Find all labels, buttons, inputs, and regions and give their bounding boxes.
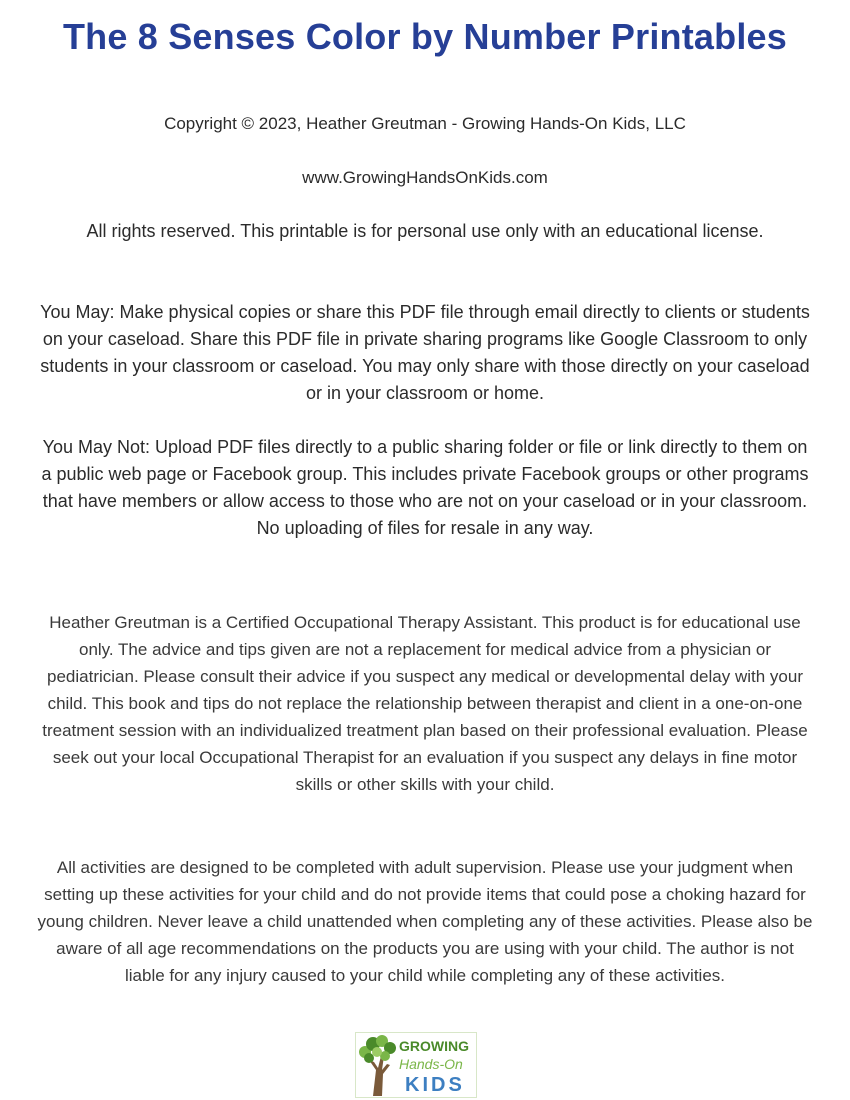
logo-word-kids: KIDS [405, 1074, 465, 1096]
supervision-notice: All activities are designed to be completed with adult supervision. Please use your judgment when setting up these activities for your child and do not provide items that could pose a choking hazard for young children. Never leave a child unattended when completing any of these activities. Please also be aware of all age recommendations on the products you are using with your child. The author is not liable for any injury caused to your child while completing any of these activities. [37, 858, 813, 985]
you-may-paragraph: You May: Make physical copies or share this PDF file through email directly to clients or students on your caseload. Share this PDF file in private sharing programs like Google Classroom to only students in your classroom or caseload. You may only share with those directly on your caseload or in your classroom or home. [40, 302, 810, 403]
copyright-notice: Copyright © 2023, Heather Greutman - Growing Hands-On Kids, LLC [164, 114, 686, 133]
growing-hands-on-kids-logo [355, 1032, 477, 1098]
rights-statement: All rights reserved. This printable is for personal use only with an educational license. [86, 221, 764, 241]
logo-word-growing: GROWING [399, 1038, 469, 1054]
website-url: www.GrowingHandsOnKids.com [302, 168, 548, 187]
medical-disclaimer: Heather Greutman is a Certified Occupational Therapy Assistant. This product is for educational use only. The advice and tips given are not a replacement for medical advice from a physician or pediatrician. Please consult their advice if you suspect any medical or developmental delay with your child. This book and tips do not replace the relationship between therapist and client in a one-on-one treatment session with an individualized treatment plan based on their professional evaluation. Please seek out your local Occupational Therapist for an evaluation if you suspect any delays in fine motor skills or other skills with your child. [42, 613, 808, 794]
page-title: The 8 Senses Color by Number Printables [62, 16, 787, 57]
logo-word-hands-on: Hands-On [399, 1056, 463, 1072]
you-may-not-paragraph: You May Not: Upload PDF files directly to a public sharing folder or file or link directly to them on a public web page or Facebook group. This includes private Facebook groups or other programs that have members or allow access to those who are not on your caseload or in your classroom. No uploading of files for resale in any way. [41, 437, 809, 538]
